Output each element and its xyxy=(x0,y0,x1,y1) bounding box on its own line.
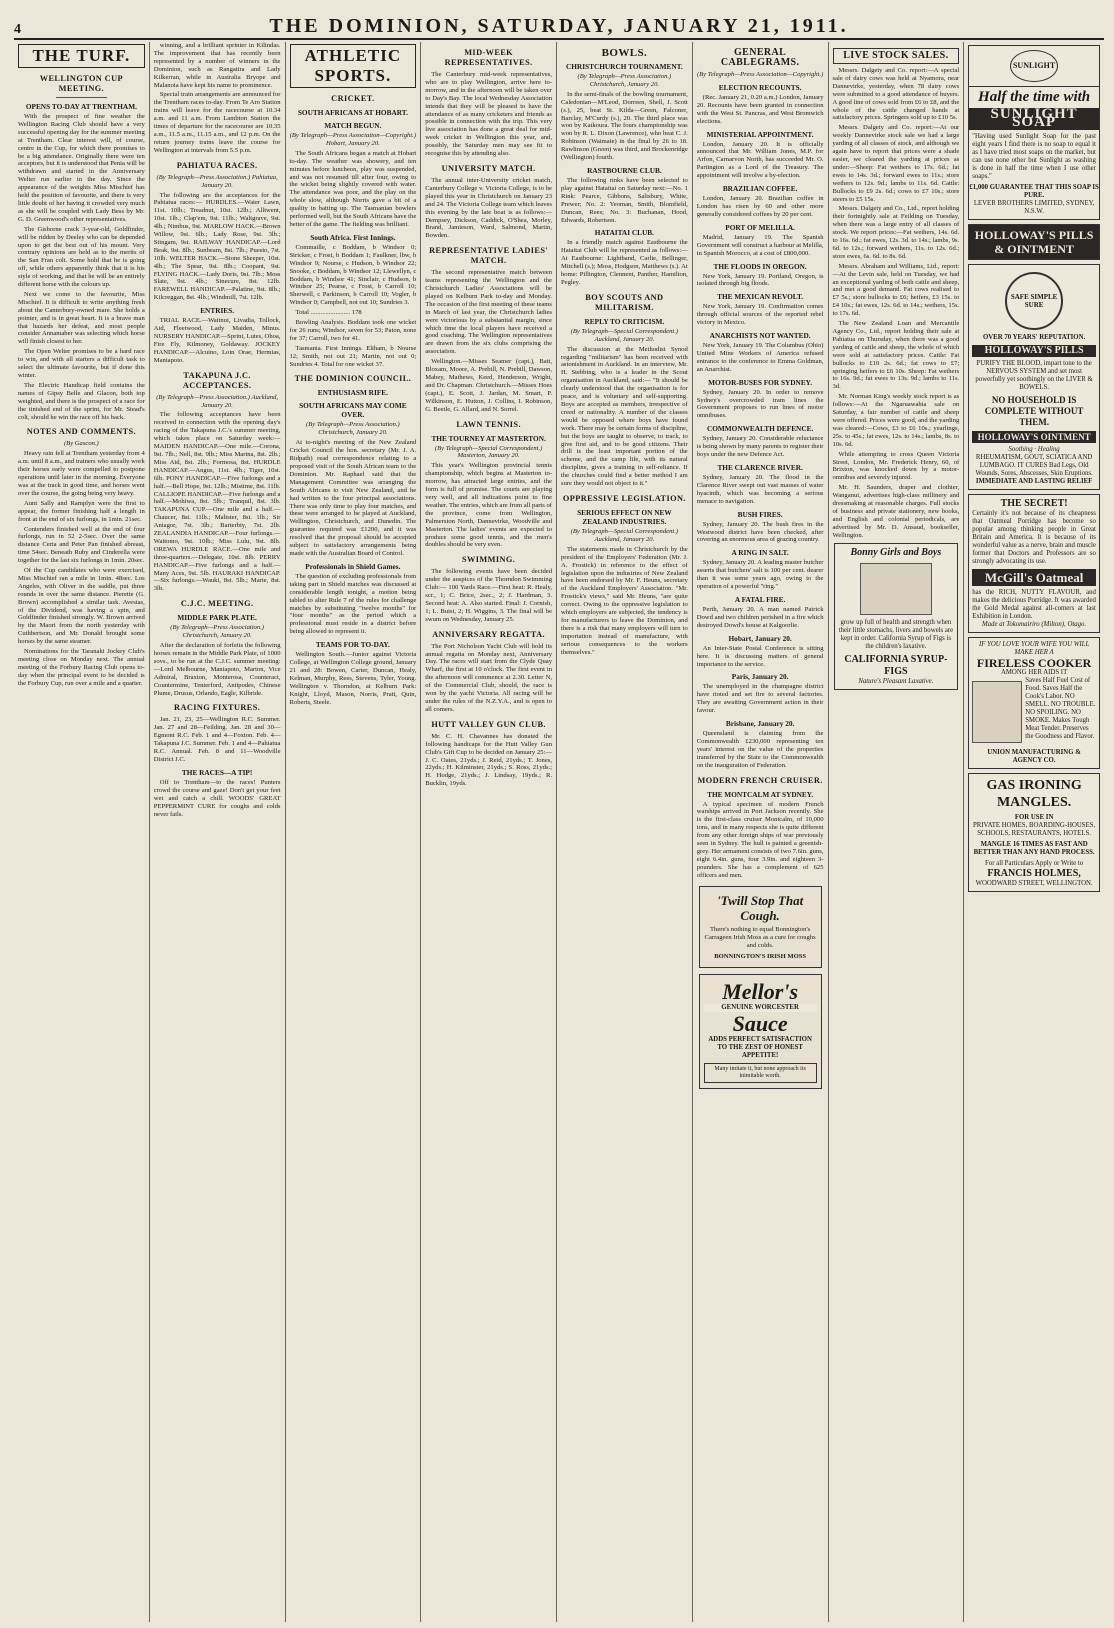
heading: MID-WEEK REPRESENTATIVES. xyxy=(444,48,533,67)
ad-list: PRIVATE HOMES, BOARDING-HOUSES, SCHOOLS, RESTAURANTS, HOTELS. xyxy=(972,821,1096,837)
bonny-girls-ad xyxy=(834,543,959,690)
section-title-athletic: ATHLETIC SPORTS. xyxy=(290,44,417,88)
ad-text: has the RICH, NUTTY FLAVOUR, and makes the delicious Porridge. It was awarded the Gold Medal against all-comers at last Exhibition in London. xyxy=(972,588,1096,620)
heading: REPLY TO CRITICISM. xyxy=(584,316,665,326)
paragraph: The discussion at the Methodist Synod regarding "militarism" has been received with astonishment in Auckland. In an interview, Mr. H. Stebbing, who is a leader in the Scout organisation in Auckland, said:— "It should be clearly understood that the organisation is for peace, and is voluntary and self-supporting. Boys are accepted as members, irrespective of creed or nationality. A number of the classes would be opposed where boys have found work. There may be certain forms of discipline, but the boys are taught to observe, to track, to give first aid, and to be good citizens. Their drill is the least important portion of the scheme, and the camp life, with its natural discipline, gives a training in self-reliance. If the churches could find a better method I am sure they would not object to it." xyxy=(561,345,688,488)
column-turf xyxy=(14,42,150,1622)
page-number: 4 xyxy=(14,22,21,37)
ad-sub: Nature's Pleasant Laxative. xyxy=(858,677,934,685)
dateline: (By Telegraph—Press Association.) Auckland, January 20. xyxy=(156,393,279,409)
paragraph: The unemployed in the champagne district have rioted and set fire to several factories. They are awaiting Government action in their favour. xyxy=(696,683,824,715)
mellor-sauce-ad xyxy=(699,974,822,1089)
ad-slogan: IMMEDIATE AND LASTING RELIEF xyxy=(975,477,1093,485)
heading: HATAITAI CLUB. xyxy=(594,228,654,238)
ad-text: RHEUMATISM, GOUT, SCIATICA AND LUMBAGO. IT CURES Bad Legs, Old Wounds, Sores, Abscesses, Skin Eruptions. xyxy=(975,453,1093,477)
ad-sub: AMONG HER AIDS IT xyxy=(1000,668,1068,676)
paragraph: Next we come to the favourite, Miss Mischief. It is difficult to write anything fresh about the Canterbury-owned mare. She holds a pointer, and is in great heart. It is a brave man that hazards her defeat, and most people consider Annamaber was selecting which horse will finish closest to her. xyxy=(18,290,145,346)
paragraph: The following rinks have been selected to play against Hataitai on Saturday next:—No. 1 Rink: Pearce, Gibbons, Salisbury, White, Prewer; No. 2: Yeoman, Smith, Blomfield, Duncan, Rees; No. 3: Buchanan, Hood, Edwards, Robertson. xyxy=(561,176,688,224)
ad-text: For all Particulars Apply or Write to xyxy=(985,859,1084,867)
paragraph: Messrs. Dalgety and Co. report:—At our weekly Dannevirke stock sale we had a large yarding of all classes of stock, and although we again have to report that prices were a shade easier, we cleared the yarding at prices as under:—Sheep: Fat wethers to 17s. 6d.; fat ewes to 14s. 3d.; forward ewes to 11s.; store wethers to 12s. 9d.; lambs to 11s. 6d. Cattle: Bullocks to £9 2s. 6d.; cows to £7 10s.; store steers to £5 15s. xyxy=(832,124,960,203)
dateline: (By Telegraph—Press Association—Copyright.) xyxy=(696,71,824,78)
dateline: (By Telegraph—Press Association—Copyright.) Hobart, January 20. xyxy=(289,132,417,147)
ad-headline: Half the time with xyxy=(978,89,1091,105)
paragraph: Special train arrangements are announced for the Trentham races to-day. From Te Aro Station trains will leave for the racecourse at 10.34 a.m. and 11 a.m. From Lambton Station the times of departure for the racecourse are 10.35 a.m., 11.5 a.m., 11.15 a.m., and 12 p.m. On the return journey trains leave the course for Wellington at intervals from 5.5 p.m. xyxy=(153,91,281,154)
heading: THE CLARENCE RIVER. xyxy=(717,463,803,472)
paragraph: An Inter-State Postal Conference is sitting here. It is discussing matters of general importance to the service. xyxy=(696,644,824,668)
paragraph: New York, January 19. Confirmation comes through official sources of the reported rebel victory in Mexico. xyxy=(696,303,824,327)
heading: COMMONWEALTH DEFENCE. xyxy=(706,424,814,434)
ad-testimonial: "Having used Sunlight Soap for the past eight years I find there is no soap to equal it as I have tried most soaps on the market, but can use none other but Sunlight as washing is done in half the time when I use other soaps." xyxy=(972,132,1096,180)
heading: TEAMS FOR TO-DAY. xyxy=(315,640,390,650)
paragraph: Aunt Sally and Ramplyn were the first to appear, the former finishing half a length in front at the end of six furlongs, in 1min. 21sec. xyxy=(18,499,145,523)
ad-product: HOLLOWAY'S OINTMENT xyxy=(972,431,1096,443)
paragraph: Queensland is claiming from the Commonwealth £230,000 representing ten years' interest on the value of the properties transferred by the State to the Commonwealth on the inauguration of Federation. xyxy=(696,730,824,769)
heading: MATCH BEGUN. xyxy=(324,121,382,130)
ad-text: PURIFY THE BLOOD, impart tone to the NERVOUS SYSTEM and set most powerfully yet soothingly on the LIVER & BOWELS. xyxy=(975,359,1093,391)
dateline: (By Telegraph—Press Association.) Christchurch, January 20. xyxy=(170,624,264,640)
paragraph: Bowling Analysis. Boddam took one wicket for 26 runs; Windsor, seven for 53; Paton, none for 37; Carroll, two for 41. xyxy=(289,319,417,342)
ad-headline: GAS IRONING MANGLES. xyxy=(986,777,1082,810)
heading: SERIOUS EFFECT ON NEW ZEALAND INDUSTRIES. xyxy=(577,507,672,526)
paragraph: New York, January 19. Portland, Oregon, is isolated through big floods. xyxy=(696,272,824,288)
paragraph: Sydney, January 20. The flood in the Clarence River swept out vast masses of water hyacinth, which was becoming a serious menace to navigation. xyxy=(696,474,824,505)
paragraph: Jan. 21, 23, 25—Wellington R.C. Summer. Jan. 27 and 28—Feilding. Jan. 28 and 30—Egmont R.C. Feb. 1 and 4—Foxton. Feb. 4—Takapuna J.C. Summer. Feb. 1 and 4—Pahiatua R.C. Annual. Feb. 8 and 11—Woodville District J.C. xyxy=(153,716,281,763)
heading: BUSH FIRES. xyxy=(737,509,783,519)
ad-sub: FOR USE IN xyxy=(1014,813,1054,821)
paragraph: TRIAL RACE.—Waitnui, Livadia, Tollock, Aid, Fleetwood, Lady Maiden, Minus. NURSERY HANDICAP.—Sprint, Lutes, Ohoa, Fire Fly, Kilmoney, Goldaway. JOCKEY HANDICAP.—Alcuino, Loin Orae, Hermias, Maniapoto. xyxy=(153,317,281,364)
seal-icon: SAFE SIMPLE SURE xyxy=(1005,272,1063,330)
ad-slogan: NO HOUSEHOLD IS COMPLETE WITHOUT THEM. xyxy=(984,394,1084,427)
paragraph: The annual inter-University cricket match, Canterbury College v. Victoria College, is to be played this year in Christchurch on January 23 and 24. The Victoria College team which leaves this evening by the late boat is as follows:—Dempsey, Dickson, Caddick, O'Shea, Morley, Brand, Jamieson, Ward, Salmond, Martin, Bowden. xyxy=(425,176,552,240)
column-bowls xyxy=(557,42,693,1622)
paragraph: London, January 20. It is officially announced that Mr. William Jones, M.P. for Arfon, Carnarvon North, has succeeded Mr. O. Partington as a Lord of the Treasury. The appointment will involve a by-election. xyxy=(696,140,824,180)
holloway-pills-ad xyxy=(968,264,1100,490)
ad-sub: GENUINE WORCESTER xyxy=(704,1004,817,1012)
heading: RACING FIXTURES. xyxy=(174,703,261,713)
ad-brand: Mellor's xyxy=(722,978,799,1004)
ad-text: grow up full of health and strength when their little stomachs, livers and bowels are kept in order. California Syrup of Figs is the children's laxative. xyxy=(838,618,954,650)
paragraph: Contenders finished well at the end of four furlongs, run in 52 2-5sec. Over the same distance Certa and Peter Pan finished abreast, time 54sec. Beneath Ruby and Cinderella were together for the last six furlongs in 1min. 20sec. xyxy=(18,525,145,565)
ad-agent: FRANCIS HOLMES, xyxy=(987,867,1081,879)
paragraph: Mr. Norman King's weekly stock report is as follows:—At the Ngaruawahia sale on Saturday, a fair number of cattle and sheep were offered. Prices were good, and the yarding was cleared:—Cows, £3 to £6 10s.; yearlings, 25s. to 45s.; fat ewes, 12s. to 14s.; lambs, 8s. to 10s. 6d. xyxy=(832,393,960,448)
paragraph: The question of excluding professionals from taking part in Shield matches was discussed at considerable length tonight, a motion being tabled to alter Rule 7 of the rules for challenge matches by substituting "twelve months" for "four months" as the period which a professional must reside in a district before being allowed to represent it. xyxy=(289,572,417,636)
column-livestock xyxy=(829,42,965,1622)
heading: PAHIATUA RACES. xyxy=(176,160,258,170)
heading: WELLINGTON CUP MEETING. xyxy=(39,74,123,93)
paragraph: Madrid, January 19. The Spanish Government will construct a harbour at Melilla, in Spanish Morocco, at a cost of £800,000. xyxy=(696,233,824,257)
heading: SWIMMING. xyxy=(462,555,516,565)
heading: ENTRIES. xyxy=(200,306,235,316)
child-illustration-icon xyxy=(860,563,932,615)
heading: UNIVERSITY MATCH. xyxy=(441,163,536,173)
subheading: OPENS TO-DAY AT TRENTHAM. xyxy=(25,102,137,111)
heading: CRICKET. xyxy=(331,94,375,103)
ad-tagline: ADDS PERFECT SATISFACTION TO THE ZEST OF HONEST APPETITE! xyxy=(708,1035,812,1059)
paragraph: The New Zealand Loan and Mercantile Agency Co., Ltd., report holding their sale at Pahiatua on Thursday, when there was a good yarding of cattle and sheep, the whole of which were sold at satisfactory prices. Cattle: Fat bullocks to £10 2s. 6d.; fat cows to £7; springing heifers to £6 10s. Sheep: Fat wethers to 16s. 9d.; fat ewes to 13s. 9d.; lambs to 11s. 3d. xyxy=(832,320,960,391)
heading: THE MONTCALM AT SYDNEY. xyxy=(707,789,814,799)
paragraph: With the prospect of fine weather the Wellington Racing Club should have a very successful opening day for the summer meeting at Trentham. Clear interest will, of course, centre in the Cup, for which there promises to be a big attendance. Originally there were ten acceptors, but it is understood that Penia will be withdrawn and started in the Anniversary Welter run earlier in the day. Since the appearance of the weights Miss Mischief has held the position of favourite, and there is very little doubt of her having it crowded very much as she will be coupled with Lady Bess by Mr. G. D. Greenwood's other representatives. xyxy=(18,113,145,223)
sunlight-soap-ad xyxy=(968,45,1100,220)
paragraph: London, January 20. Brazilian coffee in London has risen by 60 and other more generally considered coffees by 20 per cent. xyxy=(696,195,824,218)
dateline: (By Telegraph—Special Correspondent.) Masterton, January 20. xyxy=(434,444,543,460)
paragraph: The following events have been decided under the auspices of the Thorndon Swimming Club:— 100 Yards Race.—First heat: R. Healy, scr., 1; C. Brice, 2sec., 2; J. Hardman, 3. Second heat: A. Also started. Final: J. Cornish, 1; L. Buist, 2; H. Wiggins, 3. The final will be swum on Wednesday, January 25. xyxy=(425,568,552,623)
ad-text: There's nothing to equal Bonnington's Carrageen Irish Moss as a cure for coughs and colds. xyxy=(704,925,816,949)
paragraph: The following are the acceptances for the Pahiatua races:— HURDLES.—Water Lawn, 11st. 10lb.; Treadnut, 10st. 12lb.; Alltwent, 10st. 1lb.; Clap'em, 9st. 11lb.; Waltgrave, 9st. 4lb.; Nimbus, 9st. MARLOW HACK.—Brown Willow, 9st. 6lb.; Lady Rose, 9st. 3lb.; Stingam, 9st. RAILWAY HANDICAP.—Lord Beak, 9st. 8lb.; Sunbeam, 8st. 7lb.; Puesto, 7st. 10lb. WELTER HACK.—Stone Sheeper, 10st. 4lb.; The Spear, 9st. 8lb.; Coopant, 9st. FLYING HACK.—Lady Doris, 9st. 7lb.; Moss Slate, 9st. 4lb.; Sinecure, 8st. 12lb. FAREWELL HANDICAP.—Palatine, 9st. 8lb.; Kilcreggan, 8st. 4lb.; Windmill, 7st. 12lb. xyxy=(153,191,281,302)
paragraph: The following acceptances have been received in connection with the opening day's racing of the Takapuna J.C.'s summer meeting, which takes place on Saturday week:— MAIDEN HANDICAP.—One mile.—Corona, 9st. 7lb.; Nell, 8st. 9lb.; Miss Marina, 8st. 2lb.; Miss Aid, 8st. 2lb.; Formosa, 8st. HURDLE HANDICAP.—Angus, 11st. 4lb.; Tiger, 10st. 6lb. PONY HANDICAP.—Five furlongs and a half.—Bell Hope, 9st. 12lb.; Mistime, 8st. 11lb. CALLIOPE HANDICAP.—Five furlongs and a half.—Mohiwa, 8st. 5lb.; Tranquil, 8st. 3lb. TAKAPUNA CUP.—One mile and a half.—Chaucer, 8st. 11lb.; Maltster, 8st. 1lb.; Sir Antagor, 7st. 3lb.; Barterbiy, 7st. 2lb. ZEALANDIA HANDICAP.—Four furlongs.—Waitomo, 9st. 10lb.; Miss Lulu, 9st. 8lb. OREWA HURDLE RACE.—One mile and three-quarters.—Delegate, 10st. 8lb. PERRY HANDICAP.—Five furlongs and a half.—Many Aces, 9st. 5lb. HAURAKI HANDICAP.—Six furlongs.—Wauki, 8st. 5lb.; Marie, 8st. 3lb. xyxy=(153,411,281,593)
paragraph: After the declaration of forfeits the following horses remain in the Middle Park Plate, of 1000 sovs., to be run at the C.J.C. summer meeting:—Lord Melbourne, Maniapoto, Marton, Vice Admiral, Braxton, Monterosa, Counteract, Countermine, Tenterford, Antipodes, Chinese Plume, Drusus, Orlando, Eagle, Kilbride. xyxy=(153,642,281,697)
paragraph: The Port Nicholson Yacht Club will hold its annual regatta on Monday next, Anniversary Day. The races will start from the Clyde Quay Wharf, the first at 10 o'clock. The first event in the afternoon will commence at 2.30. Letter N, of the Commercial Club, should, the race is won by the yacht Victoria. All racing will be under the rules of the N.Z.Y.A., and is open to all comers. xyxy=(425,642,552,713)
ad-maker: Made at Tokomairiro (Milton), Otago. xyxy=(982,620,1087,628)
paragraph: Messrs. Dalgety and Co., Ltd., report holding their fortnightly sale at Feilding on Tuesday, when there was a large entry of all classes of stock. We report prices:—Fat wethers, 14s. 6d. to 16s. 6d.; fat ewes, 12s. 3d. to 14s.; lambs, 9s. 6d. to 12s.; forward wethers, 11s. to 12s. 6d.; store ewes, 6s. 6d. to 8s. 6d. xyxy=(832,205,960,260)
heading: ANNIVERSARY REGATTA. xyxy=(432,629,545,639)
paragraph: The second representative match between teams representing the Wellington and the Christchurch Ladies' Associations will be played on Kelburn Park to-day and Monday. The occasion of the first meeting of these teams in March of last year, the Christchurch ladies were victorious by a substantial margin, since which time the local players have received a good coaching. The Wellington representatives are drawn from the six clubs comprising the association. xyxy=(425,269,552,356)
heading: MODERN FRENCH CRUISER. xyxy=(697,775,823,785)
column-cables xyxy=(693,42,829,1622)
heading: RASTBOURNE CLUB. xyxy=(587,165,662,175)
scorecard-total: Total ........................ 178 xyxy=(295,309,362,317)
ad-address: WOODWARD STREET, WELLINGTON. xyxy=(975,879,1093,887)
paragraph: Of the Cup candidates who were exercised, Miss Mischief ran a mile in 1min. 48sec. Los Angeles, with Oliver in the saddle, put three rounds in over the same distance. Pierette (G. Brown) accomplished a similar task. Avestas, of the Dividend, was having a spin, and Goldfinder finished strongly. W. Brown arrived by the Maori from the north yesterday with Cuthbertson, and Mr. Donald brought some horses by the same steamer. xyxy=(18,567,145,646)
heading: South Africa. First Innings. xyxy=(310,232,396,242)
paragraph: The Electric Handicap field contains the names of Gipsy Belle and Glacon, both top weighted, and there is the prospect of a race for the tinished end of the sprint, for Mr. Stead's colt, should he win the race off his back. xyxy=(18,381,145,421)
ad-warning: Many imitate it, but none approach its inimitable worth. xyxy=(704,1063,817,1083)
ad-brand: HOLLOWAY'S PILLS & OINTMENT xyxy=(974,227,1094,256)
sunlight-logo xyxy=(969,46,1099,87)
paragraph: winning, and a brilliant sprinter in Kilindas. The improvement that has recently been represented by a number of winners in the Dominion, such as Rangatira and Lady Kilkerran, while in Australia Bryope and Malanoia have kept his name to prominence. xyxy=(153,42,281,89)
paragraph: In the semi-finals of the bowling tournament, Caledonian—M'Leod, Dorreen, Shell, J. Scott (s.), 25, beat St. Kilda—Green, Falconer, Barclay, M'Curdy (s.), 20. The third place was won by Kaikoura. The fours championship was won by R. L. Dixon (Lawrence), who beat C. J. Robinson (Waimate) in the final by 26 to 18. Rawlinson (Green) was third, and Brockenridge (Wellington) fourth. xyxy=(561,90,688,162)
heading: LIVE STOCK SALES. xyxy=(833,48,960,64)
heading: ANARCHISTS NOT WANTED. xyxy=(709,331,811,341)
heading: CHRISTCHURCH TOURNAMENT. xyxy=(565,62,683,71)
ad-brand: FIRELESS COOKER xyxy=(976,655,1092,670)
heading: Professionals in Shield Games. xyxy=(305,561,401,571)
paragraph: Sydney, January 20. In order to remove Sydney's overcrowded tram lines the Government proposes to run lines of motor omnibuses. xyxy=(696,388,824,420)
paragraph: Sydney, January 20. Considerable reluctance is being shown by many parents to register their boys under the new Defence Act. xyxy=(696,435,824,459)
paragraph: Mr. C. H. Chavannes has donated the following handicaps for the Hutt Valley Gun Club's Gift Cup to be decided on January 25:—J. C. Oates, 21yds.; J. Reid, 21yds.; T. Jones, 22yds.; H. Kilminster, 21yds.; S. Ross, 21yds.; H. Hodge, 21yds.; J. Lindsay, 19yds.; R. Bucklin, 19yds. xyxy=(425,732,552,788)
paragraph: (Rec. January 21, 0.20 a.m.) London, January 20. Recounts have been granted in connection with the West St. Pancras, and West Bromwich elections. xyxy=(696,93,824,125)
heading: GENERAL CABLEGRAMS. xyxy=(720,47,800,68)
masthead xyxy=(14,10,1104,40)
paragraph: The South Africans began a match at Hobart to-day. The weather was showery, and ten minutes before luncheon, play was suspended, and was not resumed till after four, owing to the wicket being slightly covered with water. The attendance was poor, and the play on the whole slow, although Norris gave a bit of a quality in batting up. The Tasmanian bowlers performed well, but the South Africans have the better of the game. The fielding was brilliant. xyxy=(289,149,417,228)
heading: BRAZILIAN COFFEE. xyxy=(722,184,798,194)
fireless-cooker-ad xyxy=(968,637,1100,769)
dateline: (By Telegraph—Press Association.) Christchurch, January 20. xyxy=(306,421,400,437)
column-advertisements xyxy=(964,42,1104,1622)
heading: THE RACES—A TIP! xyxy=(181,767,253,777)
bonnington-ad xyxy=(699,886,822,968)
paragraph: This year's Wellington provincial tennis championship, which begins at Masterton to-morrow, has attracted large entries, and the form is full of promise. The courts are playing very well, and all indications point to fine weather. The entries, which are from all parts of the province, come from Wellington, Palmerston North, Dannevirke, Woodville and Masterton. The ladies' events are expected to produce some good tennis, and the men's doubles should be very even. xyxy=(425,462,552,549)
heading: MINISTERIAL APPOINTMENT. xyxy=(706,129,814,139)
heading: PORT OF MELILLA. xyxy=(725,222,795,232)
ad-headline: IF YOU LOVE YOUR WIFE YOU WILL MAKE HER A xyxy=(978,640,1090,656)
heading: TAKAPUNA J.C. ACCEPTANCES. xyxy=(182,370,252,390)
ad-text: Saves Half Fuel Cost of Food. Saves Half the Cook's Labor. NO SMELL. NO TROUBLE. NO SPOILING. NO SMOKE. Makes Tough Meat Tender. Preserves the Goodness and Flavor. xyxy=(1025,676,1096,740)
paragraph: While attempting to cross Queen Victoria Street, London, Mr. Frederick Henry, 60, of Brixton, was knocked down by a motor-omnibus and severely injured. xyxy=(832,450,960,482)
holloway-title-ad xyxy=(968,224,1100,260)
ad-agent: UNION MANUFACTURING & AGENCY CO. xyxy=(987,748,1081,764)
heading: HUTT VALLEY GUN CLUB. xyxy=(431,719,546,729)
heading: REPRESENTATIVE LADIES' MATCH. xyxy=(429,246,549,266)
paragraph: At to-night's meeting of the New Zealand Cricket Council the hon. secretary (Mr. J. A. Ridpath) read correspondence relating to a proposed visit of the South African team to the Dominion. Mr. Raphael said that the Management Committee was arranging the South Africans to visit New Zealand, and he had written to the four principal associations. There was only time to play four matches, and these were arranged to be played at Auckland, Wellington, Christchurch, and Dunedin. The guarantee required was £1200, and it was resolved that the proposal should be accepted subject to satisfactory arrangements being made with the Australian Board of Control. xyxy=(289,439,417,557)
ad-product: Sauce xyxy=(732,1010,788,1036)
paragraph: In a friendly match against Eastbourne the Hataitai Club will be represented as follows:—At Eastbourne: Lightband, Carlie, Bellinger, Mitchell (s.); Moss, Hodgson, Matthews (s.). At home: Pillington, Clennent, Panther, Hamilton, Pegley. xyxy=(561,239,688,286)
section-title-turf: THE TURF. xyxy=(18,44,145,68)
heading: BOWLS. xyxy=(601,47,648,59)
heading: A FATAL FIRE. xyxy=(734,594,786,604)
heading: ENTHUSIASM RIFE. xyxy=(317,388,388,398)
paragraph: Messrs. Dalgety and Co. report:—A special sale of dairy cows was held at Nyamora, near Dannevirke, yesterday, when 78 dairy cows were submitted to a good attendance of buyers. A good line of cows sold from £6 to £8, and the whole of the cattle changed hands at satisfactory prices. Springers sold up to £10 5s. xyxy=(832,67,960,122)
column-racing xyxy=(150,42,286,1622)
paragraph: Off to Trentham—to the races! Punters crowd the course and gaze! Don't get your feet wet and catch a chill. WOODS' GREAT PEPPERMINT CURE for coughs and colds never fails. xyxy=(153,778,281,818)
ad-product: CALIFORNIA SYRUP-FIGS xyxy=(844,653,948,677)
ad-headline: Bonny Girls and Boys xyxy=(850,546,942,558)
heading: THE MEXICAN REVOLT. xyxy=(717,292,804,302)
paragraph: Perth, January 20. A man named Patrick Dowd and two children perished in a fire which destroyed Dowd's house at Kalgoorlie. xyxy=(696,605,824,629)
heading: ELECTION RECOUNTS. xyxy=(718,82,802,92)
paragraph: Mr. H. Saunders, draper and clothier, Wanganui, advertises high-class millinery and dressmaking at reasonable charges. Full stocks of business and private stationery, new books, and English and colonial periodicals, are advertised by Mr. D. Ansaud, bookseller, Wellington. xyxy=(832,484,960,539)
heading: LAWN TENNIS. xyxy=(456,419,521,429)
ad-text: MANGLE 16 TIMES AS FAST AND BETTER THAN ANY HAND PROCESS. xyxy=(973,840,1095,856)
paragraph: Wellington.—Misses Seamer (capt.), Batt, Bloxam, Moore, A. Prebill, N. Prebill, Dawson, Mabey, Mathews, Keed, Henderson, Wright, and Dr. Chapman. Christchurch.—Misses Hoes (capt.), E. Scott, J. Jardan, M. Smart, P. Wilkinson, E. Hutton, J. Collins, I. Robinson, G. Beetle, G. Allard, and N. Sorrel. xyxy=(425,358,552,413)
heading: MOTOR-BUSES FOR SYDNEY. xyxy=(708,377,813,387)
paragraph: Heavy rain fell at Trentham yesterday from 4 a.m. until 8 a.m., and trainers who usually work their horses early were compelled to postpone operations until later in the morning. Everyone was at the track in good time, and horses went over the course, the going being very heavy. xyxy=(18,450,145,497)
dateline: (By Telegraph—Press Association.) Christchurch, January 20. xyxy=(577,73,672,88)
heading: THE DOMINION COUNCIL. xyxy=(294,374,412,384)
dateline: (By Telegraph—Special Correspondent.) Auckland, January 20. xyxy=(570,327,679,343)
paragraph: A typical specimen of modern French warships arrived in Port Jackson recently. She is the first-class cruiser Montcalm, of 10,000 tons, and in many respects she is quite different from any other foreign ships of war previously seen in Sydney. The hull is painted a greenish-grey. Her armament consists of two 7.6in. guns, eight 6.4in. guns, four 3.9in. and eighteen 3-pounders. She has a complement of 625 officers and men. xyxy=(696,800,824,879)
dateline: Paris, January 20. xyxy=(731,672,789,682)
mcgill-oatmeal-ad xyxy=(968,494,1100,633)
paragraph: Sydney, January 20. A leading master butcher asserts that butchers' salt is 100 per cent. dearer than it was some years ago, owing to the operation of a powerful "ring." xyxy=(696,559,824,591)
paragraph: Tasmania. First Innings. Eltham, b Nourse 12; Smith, not out 21; Martin, not out 0; Sundries 4. Total for one wicket 37. xyxy=(289,344,417,368)
ad-brand: SUNLIGHT SOAP xyxy=(969,108,1099,130)
cooker-illustration-icon xyxy=(972,681,1022,743)
heading: BOY SCOUTS AND MILITARISM. xyxy=(585,292,664,312)
ad-text: Certainly it's not because of its cheapness that Oatmeal Porridge has become so popular among thinking people in Great Britain and America. It is because of its wonderful value as a nerve, brain and muscle former that Doctors and Professors are so strongly advocating its use. xyxy=(972,509,1096,565)
heading: THE TOURNEY AT MASTERTON. xyxy=(431,433,546,443)
paragraph: The Open Welter promises to be a hard race to win, and with all starters a difficult task to select the ultimate favourite, but if done this winter. xyxy=(18,348,145,379)
paragraph: The statements made in Christchurch by the president of the Employers' Federation (Mr. J. A. Frostick) in reference to the effect of legislation upon the industries of New Zealand have been endorsed by Mr. F. Heuns, secretary of the Auckland Employers' Association. "Mr. Frostick's views," said Mr. Heuns, "are quite correct. Owing to the oppressive legislation to which employers are subjected, the tendency is for manufacturers to leave the Dominion, and there is a risk that many employers will turn to importation instead of manufacture, with serious consequences to the workers themselves." xyxy=(561,545,688,656)
dateline: Brisbane, January 20. xyxy=(725,719,795,729)
byline: (By Gascon.) xyxy=(63,440,99,448)
ad-sub: OVER 70 YEARS' REPUTATION. xyxy=(982,333,1086,341)
heading: NOTES AND COMMENTS. xyxy=(26,427,136,437)
dateline: Hobart, January 20. xyxy=(728,633,792,643)
column-athletic xyxy=(286,42,422,1622)
paragraph: Nominations for the Taranaki Jockey Club's meeting close on Monday next. The annual meeting of the Forbury Racing Club opens to-day when the principal event to be decided is the Forbury Cup, run over a mile and a quarter. xyxy=(18,648,145,687)
paragraph: The Gisborne crack 3-year-old, Goldfinder, will be ridden by Deeley who can be depended upon to get the best out of his mount. Very contrary opinions are held as to the merits of the San Fran colt. Some hold that he is going off, while others apparently think that it is his style of working, and that he will be an entirely different horse with the colours up. xyxy=(18,225,145,289)
ad-brand: BONNINGTON'S IRISH MOSS xyxy=(714,952,807,960)
paragraph: The Canterbury mid-week representatives, who are to play Wellington, arrive here to-morrow, and in the afternoon will be taken over to Day's Bay. The local Wednesday Association intends that they will be pleased to have the attendance of as many cricketers and friends as possible in connection with the trip. This very live association has done a great deal for mid-week cricket in Wellington this year, and, possibly, the Saturday men may see fit to recognise this by attending also. xyxy=(425,71,552,158)
dateline: (By Telegraph—Special Correspondent.) Auckland, January 20. xyxy=(570,527,679,543)
heading: THE FLOODS IN OREGON. xyxy=(713,261,807,271)
heading: OPPRESSIVE LEGISLATION. xyxy=(562,493,686,503)
ad-guarantee: £1,000 GUARANTEE THAT THIS SOAP IS PURE. xyxy=(969,183,1099,199)
ad-headline: 'Twill Stop That Cough. xyxy=(717,892,804,923)
ad-sub: Soothing · Healing xyxy=(1008,445,1060,453)
heading: SOUTH AFRICANS AT HOBART. xyxy=(297,108,408,117)
paragraph: Sydney, January 20. The bush fires in the Westwood district have been checked, after covering an enormous area of grazing country. xyxy=(696,520,824,544)
ad-product: HOLLOWAY'S PILLS xyxy=(972,345,1096,357)
ad-headline: THE SECRET! xyxy=(1000,497,1068,509)
ad-brand: McGill's Oatmeal xyxy=(972,569,1096,586)
column-midweek xyxy=(421,42,557,1622)
scorecard: Commaille, c Boddam, b Windsor 0; Stricker, c Frost, b Boddam 1; Faulkner, lbw, b Windsor 9; Nourse, c Hudson, b Windsor 22; Snooke, c Boddam, b Windsor 12; Llewellyn, c Boddam, b Windsor 41; Sinclair, c Hudson, b Windsor 25; Pearse, c Frost, b Carroll 10; Sherwell, c Parkinson, b Carroll 10; Vogler, b Windsor 0; Campbell, not out 10; Sundries 3. xyxy=(289,243,417,307)
dateline: (By Telegraph—Press Association.) Pahiatua, January 20. xyxy=(156,173,278,189)
sun-icon: SUNLIGHT xyxy=(1010,50,1058,82)
gas-mangles-ad xyxy=(968,773,1100,892)
heading: SOUTH AFRICANS MAY COME OVER. xyxy=(299,401,407,420)
newspaper-title: THE DOMINION, SATURDAY, JANUARY 21, 1911. xyxy=(269,15,849,37)
heading: C.J.C. MEETING. xyxy=(180,599,254,609)
paragraph: Wellington South.—Junior against Victoria College, at Wellington College ground, January 21 and 28: Bowen, Carter, Duncan, Healy, Kelman, Murphy, Rees, Stevens, Tyler, Young. Wellington v. Thorndon, at Kelburn Park: Knight, Lloyd, Mason, Norris, Pratt, Quin, Roberts, Steele. xyxy=(289,651,417,706)
heading: MIDDLE PARK PLATE. xyxy=(177,613,257,623)
ad-maker: LEVER BROTHERS LIMITED, SYDNEY, N.S.W. xyxy=(973,199,1095,215)
paragraph: New York, January 19. The Columbus (Ohio) United Mine Workers of America refused entrance to the conference to Emma Goldman, an Anarchist. xyxy=(696,342,824,373)
paragraph: Messrs. Abraham and Williams, Ltd., report:—At the Levin sale, held on Tuesday, we had an exceptional yarding of both cattle and sheep, and met a good demand. Fat cows realised to £7 5s.; store bullocks to £6; heifers, £3 15s. to £4 10s.; fat ewes, 12s. 6d. to 14s.; wethers, 15s. to 17s. 6d. xyxy=(832,262,960,318)
heading: A RING IN SALT. xyxy=(731,548,789,558)
